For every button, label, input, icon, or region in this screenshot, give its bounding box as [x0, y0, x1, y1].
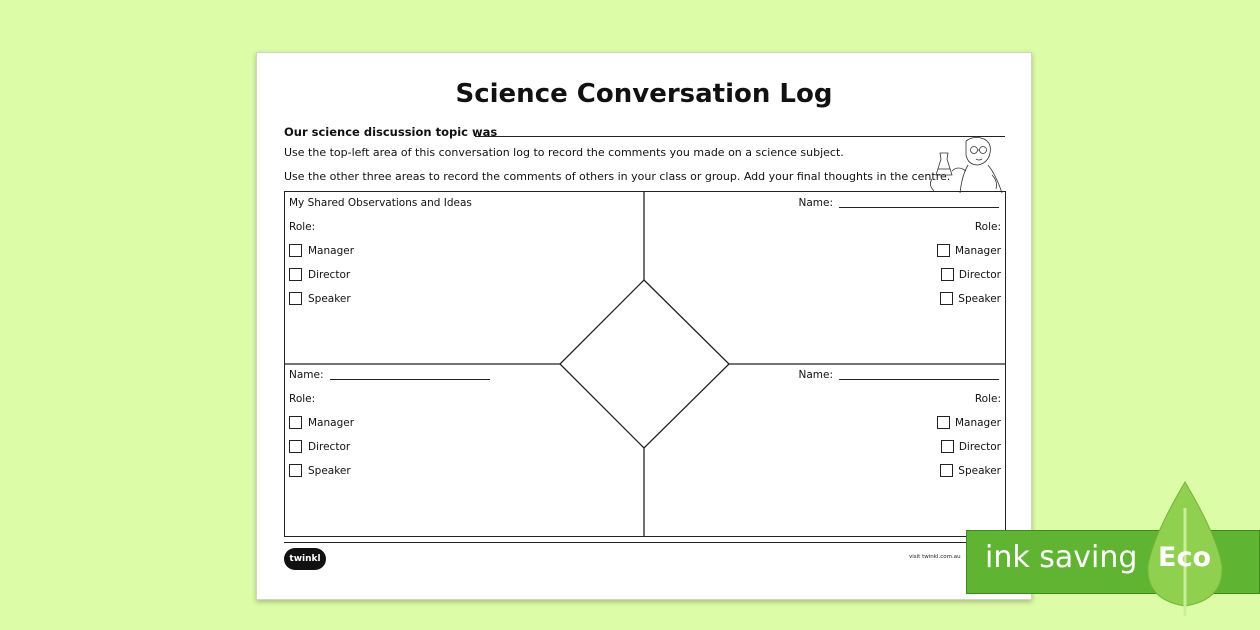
name-line	[330, 379, 490, 380]
checkbox[interactable]	[941, 268, 954, 281]
instruction-1: Use the top-left area of this conversation log to record the comments you made on a science subject.	[284, 146, 844, 159]
checkbox[interactable]	[289, 464, 302, 477]
option-label: Speaker	[308, 292, 351, 305]
top-left-speaker-option[interactable]	[289, 292, 351, 305]
top-right-manager-option[interactable]	[937, 244, 1001, 257]
top-left-director-option[interactable]	[289, 268, 350, 281]
twinkl-logo: twinkl	[284, 548, 326, 570]
bottom-left-role-label: Role:	[289, 393, 316, 405]
conversation-grid	[284, 191, 1006, 537]
visit-url: visit twinkl.com.au	[909, 554, 961, 560]
top-left-role-label: Role:	[289, 221, 316, 233]
top-right-director-option[interactable]	[941, 268, 1001, 281]
option-label: Speaker	[958, 464, 1001, 477]
checkbox[interactable]	[940, 464, 953, 477]
checkbox[interactable]	[941, 440, 954, 453]
option-label: Manager	[954, 416, 1001, 429]
checkbox[interactable]	[289, 244, 302, 257]
checkbox[interactable]	[937, 244, 950, 257]
checkbox[interactable]	[937, 416, 950, 429]
bottom-right-name-field[interactable]	[798, 369, 999, 381]
bottom-left-director-option[interactable]	[289, 440, 350, 453]
eco-label: Eco	[1158, 542, 1211, 573]
top-left-manager-option[interactable]	[289, 244, 354, 257]
topic-label: Our science discussion topic was	[284, 125, 498, 139]
top-right-name-field[interactable]	[798, 197, 999, 209]
checkbox[interactable]	[289, 268, 302, 281]
name-line	[839, 207, 999, 208]
option-label: Director	[308, 440, 351, 453]
name-label: Name:	[798, 369, 833, 381]
option-label: Manager	[308, 244, 355, 257]
option-label: Director	[958, 440, 1001, 453]
checkbox[interactable]	[289, 292, 302, 305]
name-label: Name:	[798, 197, 833, 209]
name-label: Name:	[289, 369, 324, 381]
checkbox[interactable]	[289, 440, 302, 453]
bottom-right-role-label: Role:	[974, 393, 1001, 405]
bottom-left-manager-option[interactable]	[289, 416, 354, 429]
worksheet-page	[256, 52, 1032, 600]
top-right-role-label: Role:	[974, 221, 1001, 233]
name-line	[839, 379, 999, 380]
bottom-left-name-field[interactable]	[289, 369, 490, 381]
checkbox[interactable]	[289, 416, 302, 429]
bottom-left-speaker-option[interactable]	[289, 464, 351, 477]
ink-saving-label: ink saving	[985, 540, 1138, 575]
option-label: Director	[958, 268, 1001, 281]
checkbox[interactable]	[940, 292, 953, 305]
scientist-illustration-icon	[922, 135, 1006, 193]
option-label: Speaker	[958, 292, 1001, 305]
instruction-2: Use the other three areas to record the comments of others in your class or group. Add your final thoughts in the centre.	[284, 170, 951, 183]
top-right-speaker-option[interactable]	[940, 292, 1001, 305]
option-label: Manager	[954, 244, 1001, 257]
option-label: Speaker	[308, 464, 351, 477]
top-left-heading: My Shared Observations and Ideas	[289, 197, 472, 209]
bottom-right-director-option[interactable]	[941, 440, 1001, 453]
bottom-right-speaker-option[interactable]	[940, 464, 1001, 477]
option-label: Director	[308, 268, 351, 281]
grid-lines	[285, 192, 1005, 536]
worksheet-title: Science Conversation Log	[455, 79, 833, 109]
footer-divider	[284, 542, 1004, 543]
bottom-right-manager-option[interactable]	[937, 416, 1001, 429]
option-label: Manager	[308, 416, 355, 429]
